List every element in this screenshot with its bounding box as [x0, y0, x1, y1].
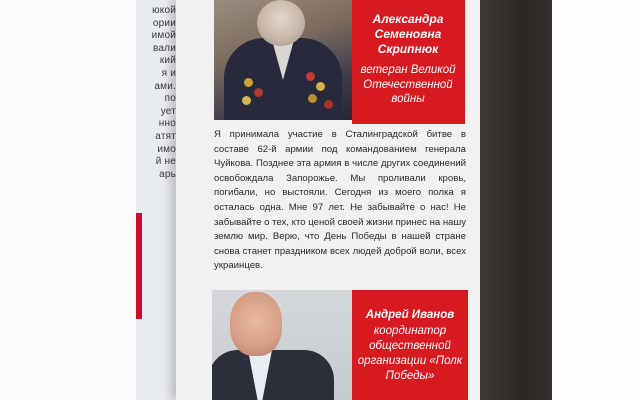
medal-icon: [244, 78, 253, 87]
left-page-line: вали: [153, 42, 176, 54]
left-page-red-bar: [136, 213, 142, 319]
left-page-line: й не: [155, 156, 176, 168]
medal-icon: [308, 94, 317, 103]
veteran-head: [257, 0, 305, 46]
coordinator-name: Андрей Иванов: [365, 309, 455, 321]
left-page-line: кий: [159, 55, 176, 67]
veteran-role: ветеран Великой Отечественной войны: [360, 64, 456, 105]
veteran-name: Александра Семеновна Скрипнюк: [372, 12, 444, 56]
left-page-line: по: [164, 93, 176, 105]
left-page-line: нно: [158, 118, 176, 130]
left-page-line: арь: [159, 168, 176, 180]
left-page-line: ует: [160, 105, 176, 117]
coordinator-role: координатор общественной организации «Полк Победы»: [357, 325, 463, 382]
coordinator-photo: [212, 290, 354, 400]
coordinator-caption-box: [352, 290, 468, 400]
veteran-quote: Я принимала участие в Сталинградской битве в составе 62-й армии под командованием генерала Чуйкова. Позднее эта армия в числе других соединений освобождала Запорожье. Мы проливали кровь, погибали, но выстояли. Сегодня из моего полка я осталась одна. Мне 97 лет. Не забывайте о нас! Не забывайте о тех, кто ценой своей жизни принес на нашу землю мир. Верю, что День Победы в нашей стране снова станет праздником всех людей доброй воли, всех украинцев.: [214, 129, 466, 272]
background-surface: [478, 0, 552, 400]
leaflet-page: [176, 0, 480, 400]
left-page-line: я и: [161, 67, 176, 79]
medal-icon: [306, 72, 315, 81]
left-page-line: юкой: [152, 5, 176, 16]
left-page-line: ории: [152, 17, 176, 29]
medal-icon: [254, 88, 263, 97]
left-page-line: имо: [157, 143, 176, 155]
medal-icon: [324, 100, 333, 109]
medal-icon: [316, 82, 325, 91]
veteran-photo: [214, 0, 352, 120]
background-left: [0, 0, 136, 400]
left-page-line: имой: [151, 30, 176, 42]
coordinator-head: [230, 292, 282, 356]
veteran-caption-box: [352, 0, 465, 124]
medal-icon: [242, 96, 251, 105]
left-page-line: атят: [155, 130, 176, 142]
left-page-line: ами.: [154, 80, 176, 92]
coordinator-suit: [212, 350, 334, 400]
